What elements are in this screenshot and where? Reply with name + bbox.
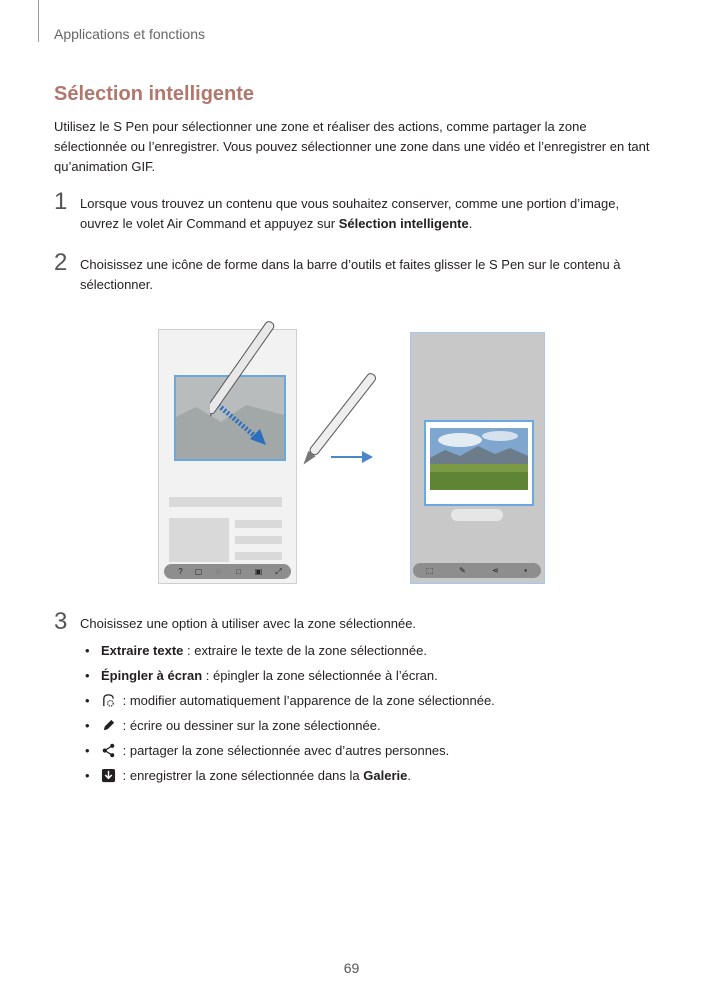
selected-content-card	[424, 420, 534, 506]
page-title: Sélection intelligente	[54, 83, 255, 105]
options-list	[85, 641, 645, 791]
step-number: 3	[54, 608, 68, 635]
rectangle-icon: ▢	[194, 567, 203, 576]
list-item	[85, 741, 645, 766]
page-number: 69	[343, 960, 360, 976]
bullet: •	[85, 693, 90, 708]
phone-screen-after	[410, 332, 545, 584]
option-description: .	[407, 768, 411, 783]
step-bold-term: Sélection intelligente	[338, 216, 469, 231]
bullet: •	[85, 668, 90, 683]
pen-icon: ✎	[459, 566, 466, 575]
option-description: : modifier automatiquement l’apparence de la zone sélectionnée.	[119, 693, 495, 708]
shape-icon: ?	[178, 567, 183, 576]
list-item	[85, 716, 645, 741]
step-text-part: .	[468, 216, 473, 231]
auto-select-icon	[101, 693, 116, 708]
step-text-part: Lorsque vous trouvez un contenu que vous souhaitez conserver, comme une portion d’image, ouvrez le volet Air Command et appuyez sur	[80, 196, 620, 231]
landscape-photo	[430, 428, 528, 490]
transition-arrow	[331, 456, 365, 458]
s-pen-icon	[210, 312, 440, 472]
bullet: •	[85, 743, 90, 758]
selection-action-toolbar	[413, 563, 541, 578]
square-icon: □	[236, 567, 241, 576]
step-number: 2	[54, 249, 68, 276]
auto-select-icon: ⬚	[425, 566, 434, 575]
shape-toolbar	[164, 564, 291, 579]
gif-icon: ▣	[254, 567, 263, 576]
share-icon: ⋖	[492, 566, 499, 575]
option-description: : partager la zone sélectionnée avec d’autres personnes.	[119, 743, 450, 758]
save-icon	[101, 768, 116, 783]
option-description: : enregistrer la zone sélectionnée dans la	[119, 768, 364, 783]
header-rule	[38, 0, 39, 42]
step-text: Choisissez une option à utiliser avec la zone sélectionnée.	[80, 616, 417, 631]
option-description: : épingler la zone sélectionnée à l’écran.	[202, 668, 438, 683]
step-text	[80, 194, 650, 234]
content-bar	[169, 497, 282, 507]
list-item	[85, 691, 645, 716]
step-number: 1	[54, 188, 68, 215]
step-text: Choisissez une icône de forme dans la barre d’outils et faites glisser le S Pen sur le contenu à sélectionner.	[80, 257, 621, 292]
list-item	[85, 666, 645, 691]
option-name: Épingler à écran	[101, 668, 203, 683]
list-item	[85, 641, 645, 666]
bullet: •	[85, 768, 90, 783]
option-pill	[451, 509, 503, 521]
option-name: Extraire texte	[101, 643, 184, 658]
arrow-head-icon	[362, 451, 373, 463]
save-icon: ▪	[524, 566, 527, 575]
option-description: : extraire le texte de la zone sélectionnée.	[183, 643, 427, 658]
pen-icon	[101, 718, 116, 733]
lasso-icon: ◌	[216, 567, 221, 576]
bullet: •	[85, 643, 90, 658]
content-line	[235, 536, 282, 544]
content-image-placeholder	[169, 518, 229, 562]
share-icon	[101, 743, 116, 758]
option-bold-term: Galerie	[363, 768, 408, 783]
list-item	[85, 766, 645, 791]
bullet: •	[85, 718, 90, 733]
intro-paragraph: Utilisez le S Pen pour sélectionner une zone et réaliser des actions, comme partager la zone sélectionnée ou l’enregistrer. Vous pouvez sélectionner une zone dans une vidéo et l’enregistrer en tant qu’animation GIF.	[54, 119, 650, 174]
content-line	[235, 552, 282, 560]
pin-icon: ⤢	[275, 567, 282, 576]
option-description: : écrire ou dessiner sur la zone sélectionnée.	[119, 718, 381, 733]
section-header: Applications et fonctions	[54, 26, 205, 42]
content-line	[235, 520, 282, 528]
smart-select-illustration	[155, 312, 555, 587]
